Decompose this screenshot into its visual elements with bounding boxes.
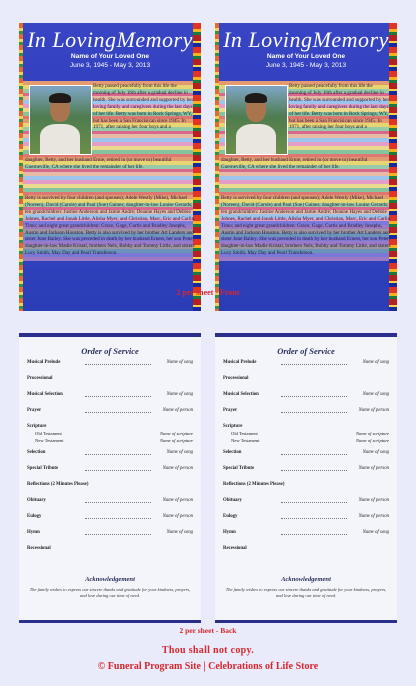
leader-dots — [281, 498, 347, 503]
service-row-label: Scripture — [223, 424, 243, 429]
service-row-value: Name of person — [162, 498, 193, 503]
scripture-sub-value: Name of scripture — [159, 431, 193, 436]
life-dates: June 3, 1945 - May 3, 2013 — [69, 62, 151, 69]
scripture-sub-value: Name of scripture — [355, 431, 389, 436]
service-row-label: Processional — [27, 376, 53, 381]
service-row-value: Name of song — [362, 450, 389, 455]
obituary-paragraph-2: daughter, Betty, and her husband Ernie, retired in (or move to) beautiful Guerneville, CA where she lived the remainder of her life. — [221, 157, 368, 170]
scripture-sub-label: New Testament — [35, 438, 64, 443]
card-title: In LovingMemory — [27, 27, 193, 52]
back-card-right — [215, 333, 397, 623]
acknowledgement-text: The family wishes to express our sincere thanks and gratitude for your kindness, prayers, and love during our time of need. — [225, 587, 387, 598]
service-row-label: Musical Selection — [223, 392, 259, 397]
service-row — [223, 392, 389, 408]
leader-dots — [85, 514, 151, 519]
service-row-value: Name of person — [162, 466, 193, 471]
service-row — [223, 482, 389, 498]
obituary-paragraph-3: Betty is survived by four children (and spouses); Adele Westly (Mike), Michael (Noreen), David (Carole) and Paul (Sue) Gaines; daughter-in-law Louise Gerards; ten grandchildren: Justine Anderson and Jamie Andre; Deanne Hayes and Debbie Johnes, Rachel and Jonah Little, Alisha Myer, and Christian, Marc, Eric and Carlin Timo; and eight great grandchildren: Grace, Gage, Curtis and Bradley Josephs, Austin and Jackson Houston. Betty is also survived by her brother Art Landers and sister June Bailey. She was preceded in death by her husband Ernest, her son Peter, daughter-in-law Madie Kristal, brothers Nels, Bobby and Tommy Little, and sisters Lucy Smith, May Day and Pearl Transferson. — [25, 195, 195, 257]
portrait-photo — [225, 85, 288, 155]
service-row — [223, 498, 389, 514]
scripture-sub-value: Name of scripture — [159, 438, 193, 443]
back-card-left — [19, 333, 201, 623]
service-row-label: Recessional — [223, 546, 247, 551]
service-row-label: Selection — [223, 450, 242, 455]
loved-one-name: Name of Your Loved One — [70, 53, 150, 60]
service-row-value: Name of song — [166, 530, 193, 535]
bottom-rule — [215, 620, 397, 623]
service-row-label: Hymn — [223, 530, 236, 535]
leader-dots — [85, 392, 151, 397]
service-row-value: Name of song — [362, 530, 389, 535]
scripture-sub-label: New Testament — [231, 438, 260, 443]
acknowledgement-text: The family wishes to express our sincere thanks and gratitude for your kindness, prayers, and love during our time of need. — [29, 587, 191, 598]
service-row — [223, 360, 389, 376]
scripture-sub-value: Name of scripture — [355, 438, 389, 443]
obituary-paragraph-1: Betty passed peacefully from this life the morning of July 16th after a gradual decline in health. She was surrounded and supported by her loving family and caregivers during the last days of her life. Betty was born in Rock Springs, WY, but has been a San Francisican since 1945. In 1971, after raising her four boys and a — [289, 83, 390, 131]
service-row-label: Obituary — [223, 498, 242, 503]
service-row-label: Obituary — [27, 498, 46, 503]
service-row — [27, 482, 193, 498]
service-row — [223, 424, 389, 450]
service-row — [27, 498, 193, 514]
service-row — [27, 424, 193, 450]
service-row-label: Eulogy — [27, 514, 42, 519]
leader-dots — [85, 408, 151, 413]
obituary-paragraph-3: Betty is survived by four children (and spouses); Adele Westly (Mike), Michael (Noreen), David (Carole) and Paul (Sue) Gaines; daughter-in-law Louise Gerards; ten grandchildren: Justine Anderson and Jamie Andre; Deanne Hayes and Debbie Johnes, Rachel and Jonah Little, Alisha Myer, and Christian, Marc, Eric and Carlin Timo; and eight great grandchildren: Grace, Gage, Curtis and Bradley Josephs, Austin and Jackson Houston. Betty is also survived by her brother Art Landers and sister June Bailey. She was preceded in death by her husband Ernest, her son Peter, daughter-in-law Madie Kristal, brothers Nels, Bobby and Tommy Little, and sisters Lucy Smith, May Day and Pearl Transferson. — [221, 195, 391, 257]
service-row — [223, 514, 389, 530]
leader-dots — [281, 530, 347, 535]
service-row-label: Processional — [223, 376, 249, 381]
bottom-rule — [19, 620, 201, 623]
leader-dots — [85, 450, 151, 455]
service-row-value: Name of song — [362, 392, 389, 397]
copyright-footer: © Funeral Program Site | Celebrations of Life Store — [97, 661, 319, 672]
service-row-value: Name of song — [166, 450, 193, 455]
service-row — [27, 408, 193, 424]
service-row-label: Prayer — [27, 408, 42, 413]
service-row-value: Name of song — [166, 360, 193, 365]
service-row-label: Eulogy — [223, 514, 238, 519]
portrait-photo — [29, 85, 92, 155]
service-rows — [27, 360, 193, 562]
leader-dots — [281, 450, 347, 455]
service-row-label: Prayer — [223, 408, 238, 413]
service-row-label: Selection — [27, 450, 46, 455]
service-row-value: Name of person — [358, 514, 389, 519]
leader-dots — [281, 360, 347, 365]
service-row — [223, 376, 389, 392]
service-row-label: Hymn — [27, 530, 40, 535]
service-row — [223, 466, 389, 482]
acknowledgement-heading: Acknowledgement — [85, 576, 135, 583]
service-row — [27, 546, 193, 562]
service-row — [27, 530, 193, 546]
acknowledgement-heading: Acknowledgement — [281, 576, 331, 583]
scripture-sub-label: Old Testament — [35, 431, 62, 436]
leader-dots — [85, 466, 151, 471]
service-row-value: Name of person — [358, 466, 389, 471]
front-card-left — [19, 23, 201, 311]
service-row-label: Musical Prelude — [27, 360, 61, 365]
service-row — [27, 466, 193, 482]
service-row-label: Reflections (2 Minutes Please) — [27, 482, 89, 487]
service-row-label: Special Tribute — [27, 466, 59, 471]
loved-one-name: Name of Your Loved One — [266, 53, 346, 60]
service-row-value: Name of song — [362, 360, 389, 365]
front-caption: 2 per sheet - Front — [176, 288, 240, 297]
service-row-value: Name of person — [358, 498, 389, 503]
copy-warning: Thou shall not copy. — [161, 645, 255, 656]
service-row-value: Name of song — [166, 392, 193, 397]
service-row — [27, 376, 193, 392]
obituary-paragraph-2: daughter, Betty, and her husband Ernie, retired in (or move to) beautiful Guerneville, CA where she lived the remainder of her life. — [25, 157, 172, 170]
service-row-label: Recessional — [27, 546, 51, 551]
service-row-label: Musical Selection — [27, 392, 63, 397]
back-caption: 2 per sheet - Back — [179, 626, 237, 635]
service-row — [223, 450, 389, 466]
card-title: In LovingMemory — [223, 27, 389, 52]
service-row-value: Name of person — [162, 408, 193, 413]
leader-dots — [281, 408, 347, 413]
obituary-paragraph-1: Betty passed peacefully from this life the morning of July 16th after a gradual decline in health. She was surrounded and supported by her loving family and caregivers during the last days of her life. Betty was born in Rock Springs, WY, but has been a San Francisican since 1945. In 1971, after raising her four boys and a — [93, 83, 194, 131]
service-row-label: Musical Prelude — [223, 360, 257, 365]
service-row-label: Scripture — [27, 424, 47, 429]
service-row — [223, 546, 389, 562]
service-row — [27, 450, 193, 466]
order-of-service-heading: Order of Service — [277, 346, 335, 356]
service-row — [27, 392, 193, 408]
service-row — [27, 514, 193, 530]
leader-dots — [85, 498, 151, 503]
leader-dots — [281, 514, 347, 519]
leader-dots — [85, 530, 151, 535]
service-row-value: Name of person — [162, 514, 193, 519]
service-row-label: Special Tribute — [223, 466, 255, 471]
leader-dots — [281, 466, 347, 471]
service-row — [223, 530, 389, 546]
scripture-sub-label: Old Testament — [231, 431, 258, 436]
service-row — [223, 408, 389, 424]
service-row — [27, 360, 193, 376]
leader-dots — [85, 360, 151, 365]
order-of-service-heading: Order of Service — [81, 346, 139, 356]
service-row-label: Reflections (2 Minutes Please) — [223, 482, 285, 487]
life-dates: June 3, 1945 - May 3, 2013 — [265, 62, 347, 69]
service-row-value: Name of person — [358, 408, 389, 413]
leader-dots — [281, 392, 347, 397]
service-rows — [223, 360, 389, 562]
front-card-right — [215, 23, 397, 311]
